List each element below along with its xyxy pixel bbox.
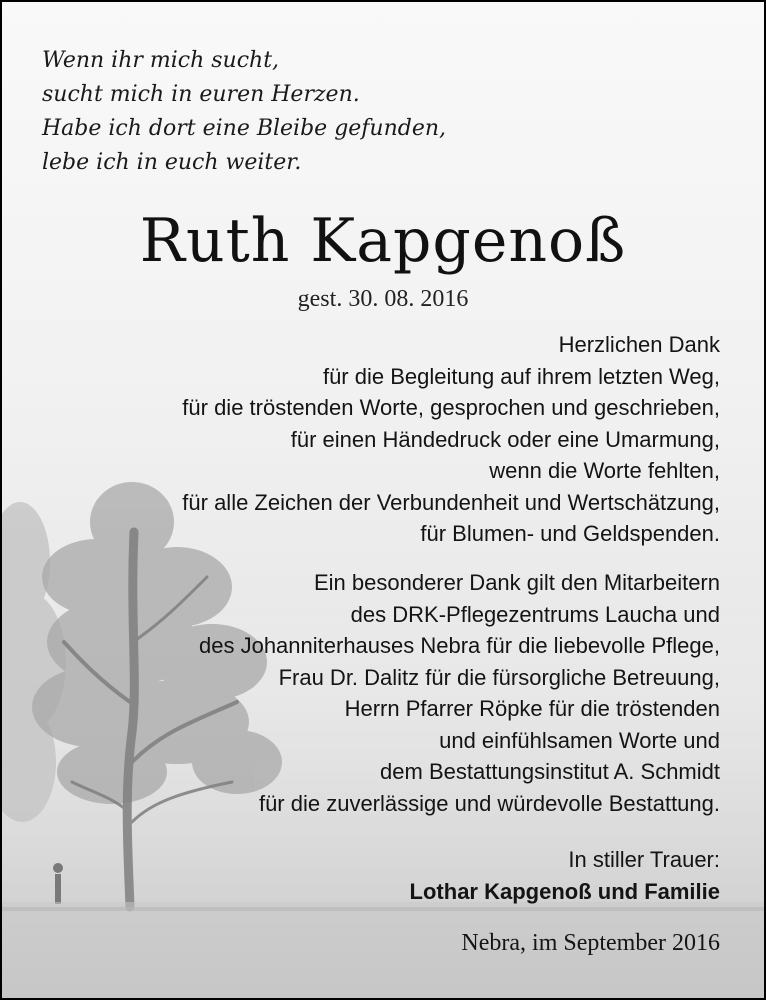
special-thanks-line: des Johanniterhauses Nebra für die liebevolle Pflege, [199, 633, 720, 658]
poem-line: Wenn ihr mich sucht, [42, 48, 280, 73]
poem-line: sucht mich in euren Herzen. [42, 82, 360, 107]
thanks-line: für einen Händedruck oder eine Umarmung, [290, 426, 720, 452]
special-thanks-line: für die zuverlässige und würdevolle Bestattung. [258, 790, 720, 816]
date-of-death: gest. 30. 08. 2016 [297, 286, 469, 312]
mourning-label: In stiller Trauer: [568, 847, 720, 872]
deceased-name: Ruth Kapgenoß [139, 206, 627, 276]
special-thanks-section [199, 567, 720, 819]
special-thanks-line: Frau Dr. Dalitz für die fürsorgliche Betreuung, [278, 664, 720, 690]
special-thanks-line: Ein besonderer Dank gilt den Mitarbeitern [313, 570, 720, 595]
thanks-section [182, 329, 720, 550]
poem-line: Habe ich dort eine Bleibe gefunden, [42, 116, 447, 141]
thanks-line: Herzlichen Dank [558, 332, 720, 357]
mourning-family: Lothar Kapgenoß und Familie [409, 878, 720, 904]
mourning-section [410, 844, 720, 907]
thanks-line: für Blumen- und Geldspenden. [420, 521, 720, 546]
poem [42, 44, 446, 180]
thanks-line: wenn die Worte fehlten, [489, 458, 720, 483]
thanks-line: für die Begleitung auf ihrem letzten Weg, [322, 363, 720, 389]
place-and-date: Nebra, im September 2016 [461, 930, 720, 956]
thanks-line: für alle Zeichen der Verbundenheit und Wertschätzung, [182, 489, 720, 515]
poem-line: lebe ich in euch weiter. [42, 150, 302, 175]
special-thanks-line: dem Bestattungsinstitut A. Schmidt [380, 759, 720, 784]
special-thanks-line: und einfühlsamen Worte und [439, 727, 720, 753]
thanks-line: für die tröstenden Worte, gesprochen und geschrieben, [182, 395, 720, 420]
special-thanks-line: des DRK-Pflegezentrums Laucha und [350, 601, 720, 627]
special-thanks-line: Herrn Pfarrer Röpke für die tröstenden [344, 696, 720, 721]
